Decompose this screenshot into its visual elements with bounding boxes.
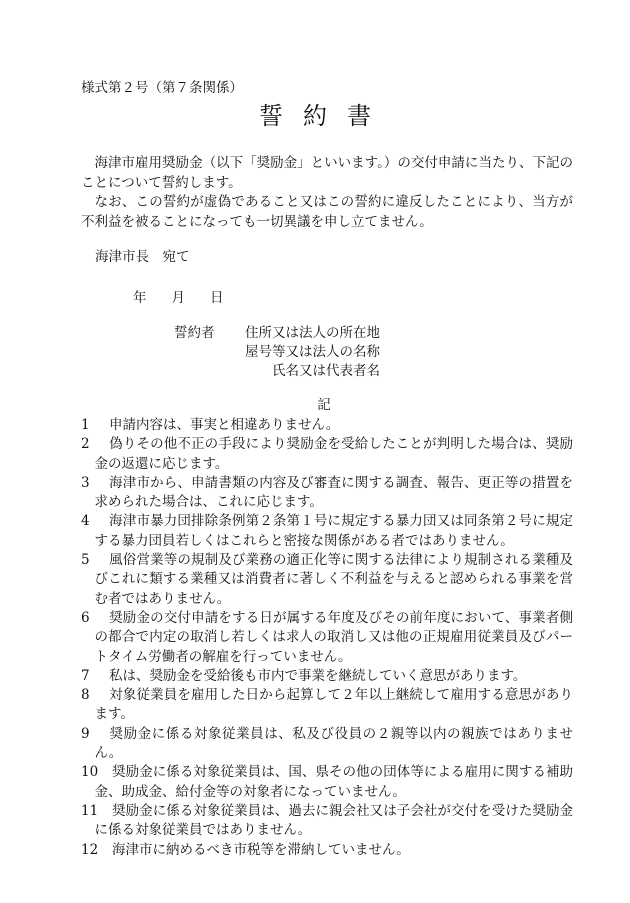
pledge-item-number: 8 — [81, 687, 90, 704]
pledge-item-number: 7 — [81, 667, 90, 684]
pledge-item — [81, 609, 573, 667]
preamble-paragraph-2: なお、この誓約が虚偽であること又はこの誓約に違反したことにより、当方が不利益を被ることになっても一切異議を申し立てません。 — [81, 194, 573, 230]
pledge-item-number: 2 — [81, 436, 90, 453]
pledge-item — [81, 841, 573, 860]
pledge-item-number: 10 — [81, 764, 99, 781]
pledge-item-text: 私は、奨励金を受給後も市内で事業を継続していく意思があります。 — [109, 667, 527, 684]
pledge-item-text: 奨励金に係る対象従業員は、国、県その他の団体等による雇用に関する補助金、助成金、給付金等の対象者になっていません。 — [94, 764, 573, 800]
pledge-item-list — [81, 416, 573, 860]
pledge-item — [81, 763, 573, 802]
pledge-item-text: 奨励金に係る対象従業員は、私及び役員の２親等以内の親族ではありません。 — [94, 725, 573, 762]
pledger-field-address: 住所又は法人の所在地 — [245, 325, 380, 341]
pledge-item-text: 奨励金に係る対象従業員は、過去に親会社又は子会社が交付を受けた奨励金に係る対象従業員ではありません。 — [94, 802, 573, 839]
pledger-role: 誓約者 — [174, 325, 215, 341]
addressee: 海津市長 宛て — [95, 249, 190, 265]
pledge-item — [81, 474, 573, 513]
pledger-field-business-name: 屋号等又は法人の名称 — [245, 344, 380, 360]
pledge-item — [81, 725, 573, 764]
pledge-item-text: 海津市から、申請書類の内容及び審査に関する調査、報告、更正等の措置を求められた場合は、これに応じます。 — [94, 474, 573, 511]
preamble-paragraph-1: 海津市雇用奨励金（以下「奨励金」といいます。）の交付申請に当たり、下記のことについて誓約します。 — [81, 155, 573, 191]
pledge-item — [81, 802, 573, 841]
pledge-item-text: 申請内容は、事実と相違ありません。 — [109, 417, 340, 433]
pledger-field-representative: 氏名又は代表者名 — [272, 363, 380, 379]
ki-heading: 記 — [317, 397, 331, 413]
pledge-item-number: 5 — [81, 552, 90, 569]
pledge-item-text: 海津市に納めるべき市税等を滞納していません。 — [112, 841, 410, 858]
form-number: 様式第２号（第７条関係） — [81, 80, 243, 96]
date-month-label: 月 — [171, 290, 185, 306]
preamble — [81, 154, 573, 232]
pledge-item — [81, 416, 573, 435]
pledge-item-number: 6 — [81, 609, 90, 626]
pledge-item — [81, 551, 573, 609]
pledge-item-text: 奨励金の交付申請をする日が属する年度及びその前年度において、事業者側の都合で内定の取消し若しくは求人の取消し又は他の正規雇用従業員及びパートタイム労働者の解雇を行っていません。 — [94, 609, 573, 665]
pledge-item-number: 1 — [81, 417, 90, 433]
date-year-label: 年 — [133, 290, 147, 306]
pledge-item-number: 4 — [81, 513, 90, 530]
pledge-item — [81, 686, 573, 725]
pledge-item — [81, 512, 573, 551]
pledge-item-text: 偽りその他不正の手段により奨励金を受給したことが判明した場合は、奨励金の返還に応じます。 — [94, 436, 573, 472]
pledge-item-text: 対象従業員を雇用した日から起算して２年以上継続して雇用する意思があります。 — [94, 687, 573, 723]
pledge-item — [81, 435, 573, 474]
pledge-item-text: 海津市暴力団排除条例第２条第１号に規定する暴力団又は同条第２号に規定する暴力団員若しくはこれらと密接な関係がある者ではありません。 — [94, 513, 573, 549]
pledge-item-number: 3 — [81, 474, 90, 491]
pledge-item-number: 9 — [81, 725, 90, 742]
pledge-item-number: 11 — [81, 802, 99, 819]
document-title: 誓約書 — [259, 102, 391, 130]
pledge-item — [81, 667, 573, 686]
date-line — [133, 289, 224, 308]
pledger-fields — [240, 324, 380, 381]
date-day-label: 日 — [210, 290, 224, 306]
pledge-item-text: 風俗営業等の規制及び業務の適正化等に関する法律により規制される業種及びこれに類する業種又は消費者に著しく不利益を与えると認められる事業を営む者ではありません。 — [94, 552, 573, 607]
pledge-item-number: 12 — [81, 841, 99, 858]
